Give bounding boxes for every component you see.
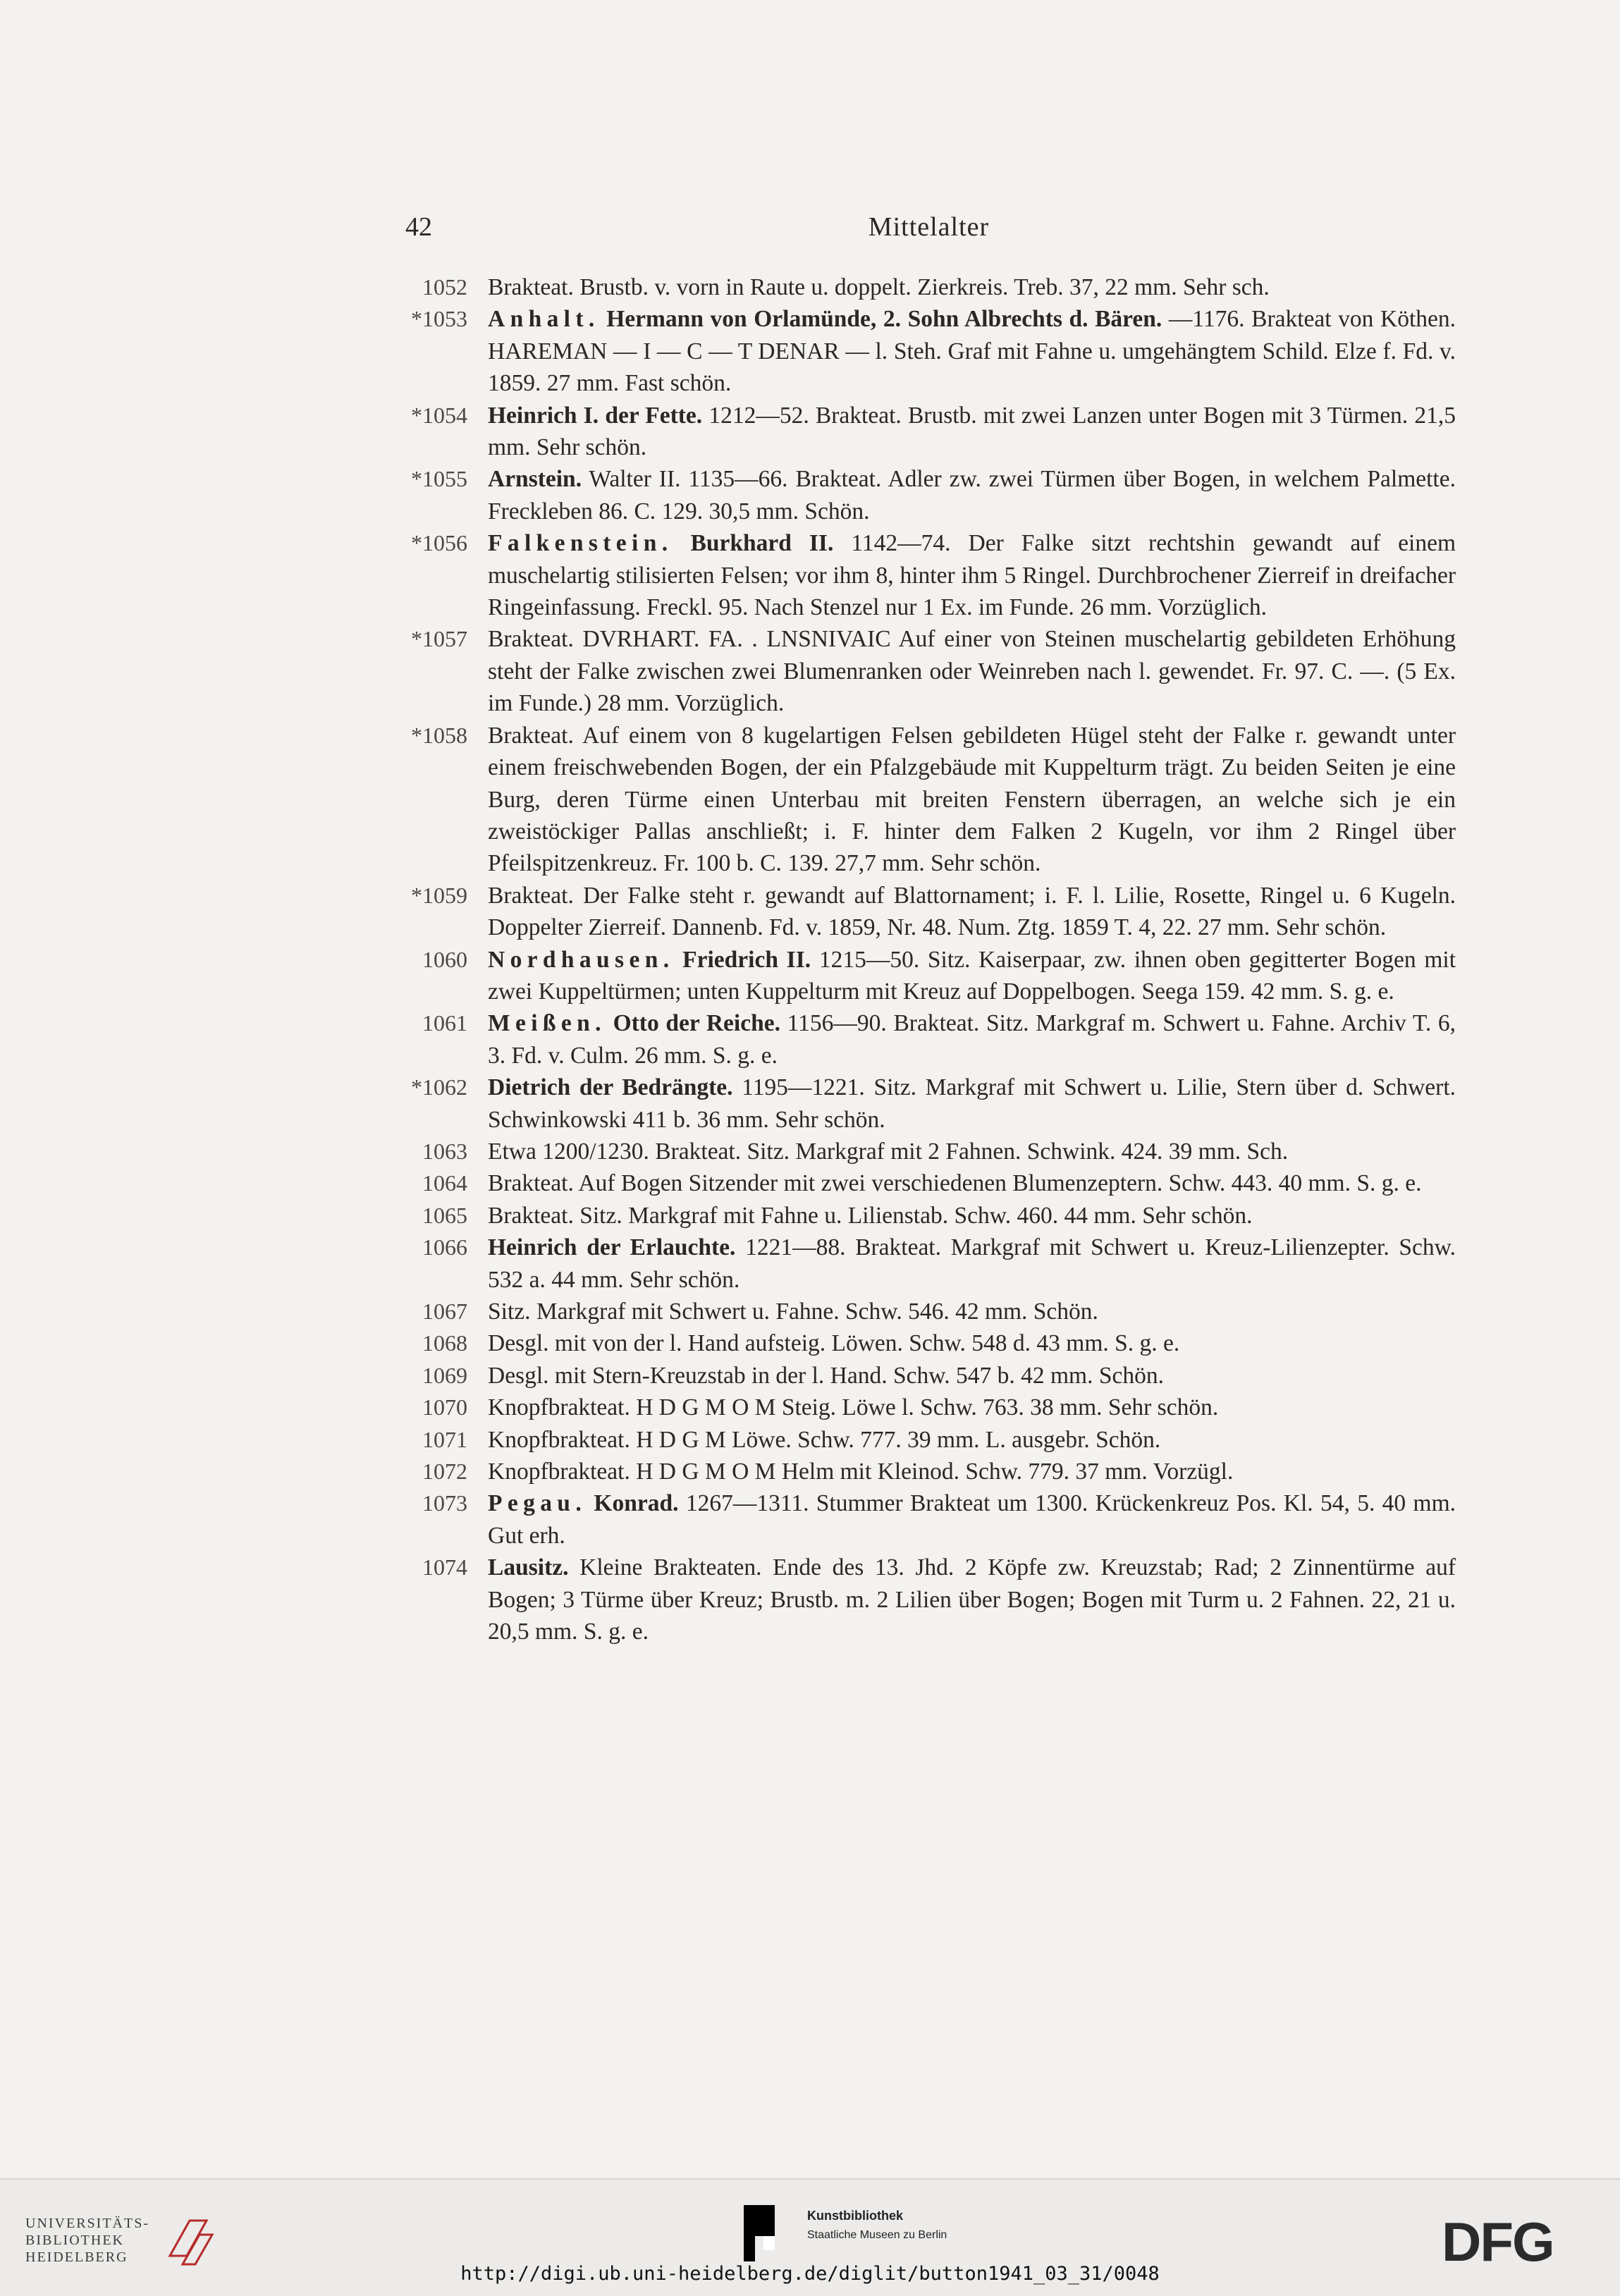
entry-title: Burkhard II. (690, 530, 834, 557)
entry-body (488, 626, 1456, 716)
catalog-entry (395, 527, 1456, 623)
catalog-entry (395, 1200, 1456, 1232)
entry-text: 1212—52. Brakteat. Brustb. mit zwei Lanzen unter Bogen mit 3 Türmen. 21,5 mm. Sehr schön. (488, 402, 1456, 461)
entry-body (488, 1394, 1218, 1420)
entry-title: Otto der Reiche. (613, 1010, 780, 1037)
entry-number: 1060 (422, 946, 467, 972)
entry-body (488, 1363, 1164, 1389)
catalog-entry (395, 1392, 1456, 1423)
catalog-entry (395, 1296, 1456, 1327)
catalog-entry (395, 1136, 1456, 1167)
entry-body (488, 1234, 1456, 1292)
entry-text: Desgl. mit von der l. Hand aufsteig. Löwen. Schw. 548 d. 43 mm. S. g. e. (488, 1330, 1180, 1357)
uni-logo-line: BIBLIOTHEK (25, 2233, 124, 2248)
entry-body (488, 947, 1456, 1005)
catalog-entry (395, 1232, 1456, 1296)
entry-place: Nordhausen. (488, 946, 675, 973)
section-title: Mittelalter (868, 212, 990, 242)
entry-number: *1057 (411, 626, 467, 652)
entry-body (488, 274, 1270, 300)
entry-text: 1215—50. Sitz. Kaiserpaar, zw. ihnen oben gegitterter Bogen mit zwei Kuppeltürmen; unten Kuppelturm mit Kreuz auf Doppelbogen. Seega 159. 42 mm. S. g. e. (488, 946, 1456, 1005)
entry-text: Brakteat. Brustb. v. vorn in Raute u. doppelt. Zierkreis. Treb. 37, 22 mm. Sehr sch. (488, 274, 1270, 300)
entry-number: 1072 (422, 1459, 467, 1485)
entry-text: Knopfbrakteat. H D G M O M Steig. Löwe l. Schw. 763. 38 mm. Sehr schön. (488, 1394, 1219, 1421)
entry-text: Etwa 1200/1230. Brakteat. Sitz. Markgraf mit 2 Fahnen. Schwink. 424. 39 mm. Sch. (488, 1138, 1289, 1165)
dfg-logo[interactable] (1442, 2217, 1597, 2270)
catalog-entry (395, 463, 1456, 527)
uni-logo-line: HEIDELBERG (25, 2249, 128, 2265)
catalog-entry (395, 1072, 1456, 1136)
entry-text: Brakteat. Auf einem von 8 kugelartigen Felsen gebildeten Hügel steht der Falke r. gewandt unter einem freischwebenden Bogen, der ein Pfalzgebäude mit Kuppelturm trägt. Zu beiden Seiten je eine Burg, deren Türme einen Unterbau mit breiten Fenstern überragen, an welche sich je ein zweistöckiger Pallas anschließt; i. F. hinter dem Falken 2 Kugeln, vor ihm 2 Ringel über Pfeilspitzenkreuz. Fr. 100 b. C. 139. 27,7 mm. Sehr schön. (488, 722, 1456, 877)
entry-number: 1074 (422, 1554, 467, 1580)
catalog-entry (395, 303, 1456, 399)
entry-text: 1156—90. Brakteat. Sitz. Markgraf m. Schwert u. Fahne. Archiv T. 6, 3. Fd. v. Culm. 26 mm. S. g. e. (488, 1010, 1456, 1069)
entry-place: Anhalt. (488, 306, 600, 333)
entry-title: Lausitz. (488, 1554, 569, 1581)
catalog-entry (395, 1007, 1456, 1072)
entry-title: Heinrich der Erlauchte. (488, 1234, 736, 1261)
entry-body (488, 1203, 1253, 1229)
uni-logo-line: UNIVERSITÄTS- (25, 2216, 149, 2231)
entry-number: *1062 (411, 1074, 467, 1100)
entry-body (488, 723, 1456, 877)
footer-divider (0, 2178, 1620, 2180)
entry-number: 1064 (422, 1170, 467, 1196)
entry-text: Brakteat. Auf Bogen Sitzender mit zwei verschiedenen Blumenzeptern. Schw. 443. 40 mm. S. g. e. (488, 1170, 1422, 1197)
entry-place: Meißen. (488, 1010, 606, 1037)
entry-number: 1065 (422, 1202, 467, 1228)
entry-text: 1142—74. Der Falke sitzt rechtshin gewandt auf einem muschelartig stilisierten Felsen; vor ihm 8, hinter ihm 5 Ringel. Durchbrochener Zierreif in dreifacher Ringeinfassung. Freckl. 95. Nach Stenzel nur 1 Ex. im Funde. 26 mm. Vorzüglich. (488, 530, 1456, 621)
heidelberg-library-logo[interactable] (25, 2215, 149, 2266)
kunstbibliothek-name: Kunstbibliothek (807, 2209, 903, 2223)
entry-text: Brakteat. Sitz. Markgraf mit Fahne u. Lilienstab. Schw. 460. 44 mm. Sehr schön. (488, 1202, 1253, 1229)
entry-body (488, 306, 1456, 396)
entry-title: Konrad. (594, 1490, 679, 1517)
entry-text: Desgl. mit Stern-Kreuzstab in der l. Hand. Schw. 547 b. 42 mm. Schön. (488, 1362, 1164, 1389)
entry-number: 1071 (422, 1426, 467, 1452)
dfg-wordmark-icon (1442, 2217, 1597, 2266)
entry-text: —1176. Brakteat von Köthen. HAREMAN — I — C — T DENAR — l. Steh. Graf mit Fahne u. umgehängtem Schild. Elze f. Fd. v. 1859. 27 mm. Fast schön. (488, 306, 1456, 397)
entry-body (488, 1490, 1456, 1548)
catalog-entry (395, 400, 1456, 464)
entry-body (488, 1299, 1098, 1325)
entry-number: 1063 (422, 1138, 467, 1164)
entry-body (488, 403, 1456, 460)
page-number: 42 (405, 212, 432, 242)
entry-text: Sitz. Markgraf mit Schwert u. Fahne. Schw. 546. 42 mm. Schön. (488, 1299, 1098, 1325)
running-head (405, 211, 1452, 254)
entry-body (488, 1010, 1456, 1068)
catalog-entry (395, 720, 1456, 880)
entry-text: 1267—1311. Stummer Brakteat um 1300. Krückenkreuz Pos. Kl. 54, 5. 40 mm. Gut erh. (488, 1490, 1456, 1549)
entry-number: 1067 (422, 1299, 467, 1324)
entry-number: 1070 (422, 1394, 467, 1420)
entry-title: Heinrich I. der Fette. (488, 402, 703, 429)
entry-text: Brakteat. DVRHART. FA. . LNSNIVAIC Auf einer von Steinen muschelartig gebildeten Erhöhung steht der Falke zwischen zwei Blumenranken oder Weinreben nach l. gewendet. Fr. 97. C. —. (5 Ex. im Funde.) 28 mm. Vorzüglich. (488, 626, 1456, 717)
catalog-entry (395, 1360, 1456, 1392)
entry-text: Knopfbrakteat. H D G M Löwe. Schw. 777. 39 mm. L. ausgebr. Schön. (488, 1426, 1161, 1453)
page-url-link[interactable]: http://digi.ub.uni-heidelberg.de/diglit/button1941_03_31/0048 (460, 2263, 1160, 2285)
entry-body (488, 1554, 1456, 1645)
entry-title: Dietrich der Bedrängte. (488, 1074, 733, 1101)
catalog-entry (395, 1456, 1456, 1487)
entry-number: *1056 (411, 530, 467, 556)
entry-number: *1054 (411, 402, 467, 428)
catalog-entry (395, 1167, 1456, 1199)
entry-number: *1055 (411, 466, 467, 492)
entry-text: Kleine Brakteaten. Ende des 13. Jhd. 2 Köpfe zw. Kreuzstab; Rad; 2 Zinnentürme auf Bogen; 3 Türme über Kreuz; Brustb. m. 2 Lilien über Bogen; Bogen mit Turm u. 2 Fahnen. 22, 21 u. 20,5 mm. S. g. e. (488, 1554, 1456, 1645)
entry-body (488, 1138, 1288, 1165)
entry-title: Arnstein. (488, 466, 582, 493)
catalog-entry (395, 1487, 1456, 1552)
entry-number: 1073 (422, 1490, 467, 1516)
entry-body (488, 1459, 1233, 1485)
entry-body (488, 1427, 1160, 1453)
entry-number: 1066 (422, 1234, 467, 1260)
catalog-entry (395, 623, 1456, 719)
entry-number: 1068 (422, 1330, 467, 1356)
entry-body (488, 1074, 1456, 1132)
entry-number: *1053 (411, 306, 467, 332)
entry-text: Brakteat. Der Falke steht r. gewandt auf Blattornament; i. F. l. Lilie, Rosette, Ringel u. 6 Kugeln. Doppelter Zierreif. Dannenb. Fd. v. 1859, Nr. 48. Num. Ztg. 1859 T. 4, 22. 27 mm. Sehr schön. (488, 882, 1456, 941)
entry-place: Pegau. (488, 1490, 587, 1517)
catalog-entry (395, 1327, 1456, 1359)
dfg-text: DFG (1442, 2217, 1554, 2266)
entry-text: 1221—88. Brakteat. Markgraf mit Schwert u. Kreuz-Lilienzepter. Schw. 532 a. 44 mm. Sehr schön. (488, 1234, 1456, 1293)
kunstbibliothek-emblem-icon (744, 2205, 783, 2261)
viewer-footer (0, 2178, 1620, 2296)
entry-number: *1058 (411, 722, 467, 748)
entry-number: 1069 (422, 1362, 467, 1388)
entry-number: 1061 (422, 1010, 467, 1036)
entry-text: Knopfbrakteat. H D G M O M Helm mit Kleinod. Schw. 779. 37 mm. Vorzügl. (488, 1459, 1234, 1485)
catalog-entry (395, 880, 1456, 944)
entry-place: Falkenstein. (488, 530, 673, 557)
catalog-entry (395, 1552, 1456, 1647)
entry-body (488, 530, 1456, 620)
entry-body (488, 1170, 1421, 1196)
entry-number: *1059 (411, 882, 467, 908)
entry-title: Friedrich II. (682, 946, 811, 973)
entry-number: 1052 (422, 274, 467, 300)
catalog-entry (395, 944, 1456, 1008)
catalog-entry (395, 271, 1456, 303)
entry-text: 1195—1221. Sitz. Markgraf mit Schwert u. Lilie, Stern über d. Schwert. Schwinkowski 411 b. 36 mm. Sehr schön. (488, 1074, 1456, 1133)
entry-text: Walter II. 1135—66. Brakteat. Adler zw. zwei Türmen über Bogen, in welchem Palmette. Freckleben 86. C. 129. 30,5 mm. Schön. (488, 466, 1456, 524)
catalog-entries (395, 271, 1456, 1647)
entry-body (488, 466, 1456, 524)
entry-body (488, 1330, 1179, 1356)
entry-title: Hermann von Orlamünde, 2. Sohn Albrechts d. Bären. (606, 306, 1162, 333)
catalog-entry (395, 1424, 1456, 1456)
entry-body (488, 883, 1456, 940)
kunstbibliothek-subtitle: Staatliche Museen zu Berlin (807, 2229, 947, 2241)
